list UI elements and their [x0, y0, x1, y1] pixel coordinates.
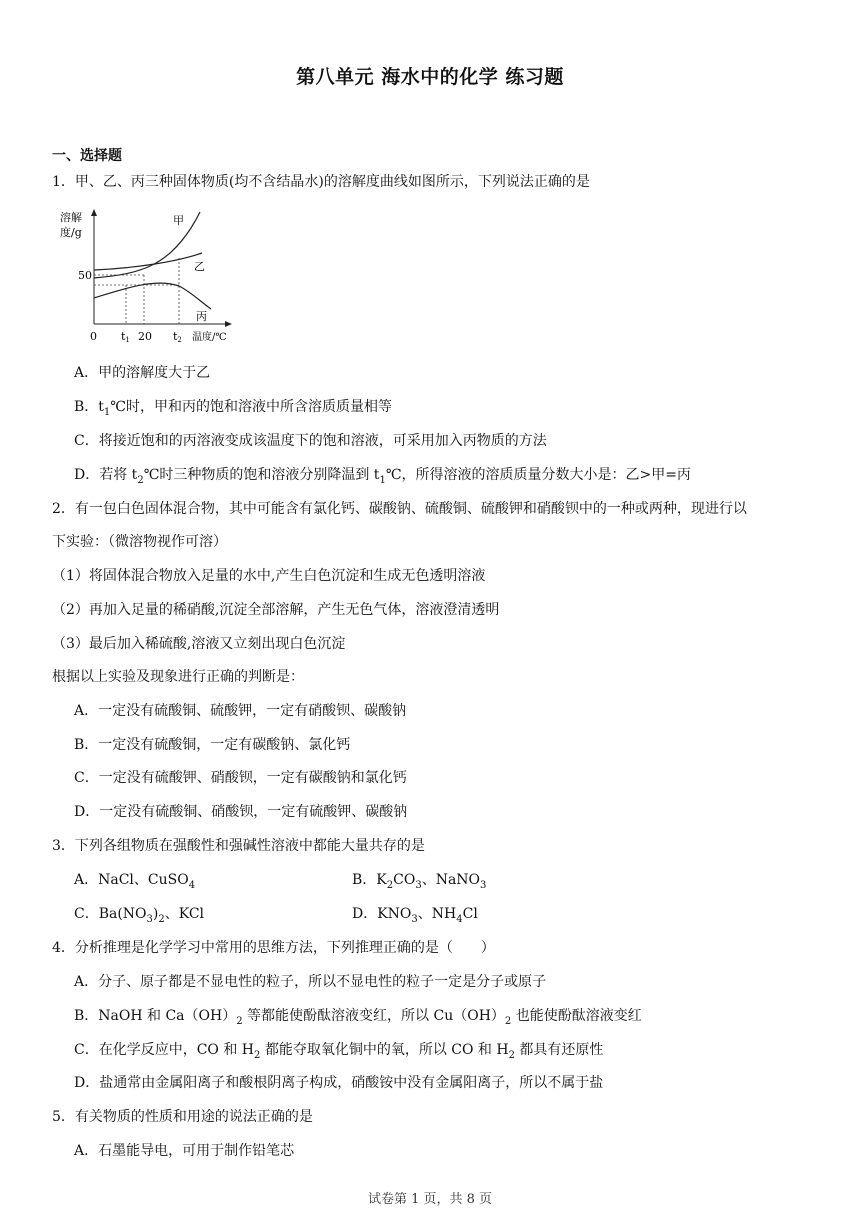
solubility-chart — [56, 206, 246, 346]
series-label-jia: 甲 — [173, 214, 184, 227]
q3-option-d: D．$KNO_3$、$NH_4Cl$ — [352, 906, 478, 925]
q1-option-a: A．甲的溶解度大于乙 — [74, 365, 211, 381]
series-bing-curve — [94, 283, 211, 309]
question-1-stem: 1．甲、乙、丙三种固体物质(均不含结晶水)的溶解度曲线如图所示，下列说法正确的是 — [52, 174, 590, 190]
q4-option-b: B．NaOH 和 $Ca(OH)_2$ 等都能使酚酞溶液变红，所以 $Cu(OH)_2$ 也能使酚酞溶液变红 — [74, 1008, 642, 1027]
y-axis-arrow — [91, 209, 97, 216]
q3-option-a: A．NaCl、CuSO$_4$ — [74, 872, 196, 891]
q2-step-3: （3）最后加入稀硫酸,溶液又立刻出现白色沉淀 — [52, 636, 346, 652]
question-5-stem: 5．有关物质的性质和用途的说法正确的是 — [52, 1109, 313, 1125]
q4-option-d: D．盐通常由金属阳离子和酸根阴离子构成，硝酸铵中没有金属阳离子，所以不属于盐 — [74, 1075, 604, 1091]
q2-option-a: A．一定没有硫酸铜、硫酸钾，一定有硝酸钡、碳酸钠 — [74, 703, 407, 719]
y-tick-50: 50 — [78, 269, 92, 282]
q1-option-c: C．将接近饱和的丙溶液变成该温度下的饱和溶液，可采用加入丙物质的方法 — [74, 433, 547, 449]
question-2-stem-line1: 2．有一包白色固体混合物，其中可能含有氯化钙、碳酸钠、硫酸铜、硫酸钾和硝酸钡中的一种或两种，现进行以 — [52, 501, 747, 517]
x-axis-arrow — [225, 321, 232, 327]
series-label-bing: 丙 — [196, 310, 207, 323]
q1-option-b: B．$t_1℃$时，甲和丙的饱和溶液中所含溶质质量相等 — [74, 399, 392, 418]
q2-option-d: D．一定没有硫酸铜、硝酸钡，一定有硫酸钾、碳酸钠 — [74, 804, 408, 820]
q2-step-2: （2）再加入足量的稀硝酸,沉淀全部溶解，产生无色气体，溶液澄清透明 — [52, 602, 500, 618]
x-tick-t2: t2 — [173, 330, 182, 344]
q2-step-1: （1）将固体混合物放入足量的水中,产生白色沉淀和生成无色透明溶液 — [52, 568, 486, 584]
question-4-stem: 4．分析推理是化学学习中常用的思维方法，下列推理正确的是（ ） — [52, 940, 495, 956]
q2-lead: 根据以上实验及现象进行正确的判断是： — [52, 669, 304, 685]
q2-option-c: C．一定没有硫酸钾、硝酸钡，一定有碳酸钠和氯化钙 — [74, 770, 407, 786]
series-jia-curve — [94, 212, 200, 278]
series-label-yi: 乙 — [194, 260, 205, 273]
q2-option-b: B．一定没有硫酸铜，一定有碳酸钠、氯化钙 — [74, 737, 351, 753]
x-tick-20: 20 — [138, 330, 152, 343]
q3-option-b: B．$K_2CO_3$、NaNO$_3$ — [352, 872, 487, 891]
q4-option-a: A．分子、原子都是不显电性的粒子，所以不显电性的粒子一定是分子或原子 — [74, 974, 547, 990]
q4-option-c: C．在化学反应中，CO 和 $H_2$ 都能夺取氧化铜中的氧，所以 CO 和 $H_2$ 都具有还原性 — [74, 1042, 604, 1061]
page-footer: 试卷第 1 页，共 8 页 — [367, 1192, 493, 1207]
x-origin: 0 — [90, 330, 97, 343]
q5-option-a: A．石墨能导电，可用于制作铅笔芯 — [74, 1143, 295, 1159]
section-heading: 一、选择题 — [52, 148, 122, 164]
y-axis-label-1: 溶解 — [60, 211, 82, 224]
q1-option-d: D．若将 $t_2℃$时三种物质的饱和溶液分别降温到 $t_1℃$，所得溶液的溶质质量分数大小是：乙>甲=丙 — [74, 467, 691, 486]
x-axis-label: 温度/℃ — [192, 332, 227, 343]
y-axis-label-2: 度/g — [60, 226, 82, 239]
question-3-stem: 3．下列各组物质在强酸性和强碱性溶液中都能大量共存的是 — [52, 838, 425, 854]
page-title: 第八单元 海水中的化学 练习题 — [296, 66, 564, 88]
q3-option-c: C．$Ba(NO_3)_2$、KCl — [74, 906, 205, 925]
x-tick-t1: t1 — [121, 330, 130, 344]
question-2-stem-line2: 下实验：（微溶物视作可溶） — [52, 534, 227, 550]
